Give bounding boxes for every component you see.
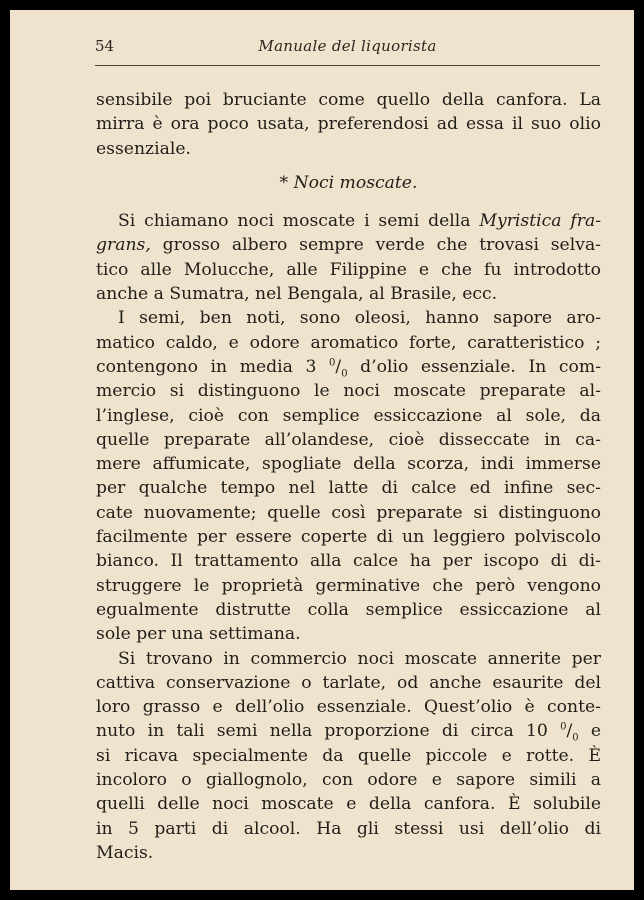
text-line: quelle preparate all’olandese, cioè disseccate in ca- [96,429,601,450]
percent-sign: $^0/_0$ [329,356,348,380]
text-line: facilmente per essere coperte di un leggiero polviscolo [96,527,601,548]
text-line: l’inglese, cioè con semplice essiccazione al sole, da [96,405,601,426]
text-line: struggere le proprietà germinative che però vengono [96,575,601,596]
page-header [95,37,600,59]
text-line: essenziale. [96,138,191,159]
text-line: I semi, ben noti, sono oleosi, hanno sapore aro- [118,308,601,329]
text-fragment: d’olio essenziale. In com- [360,356,602,377]
text-line [96,719,601,743]
text-line: in 5 parti di alcool. Ha gli stessi usi dell’olio di [96,818,601,839]
text-fragment: contengono in media 3 [96,356,317,377]
text-line: tico alle Molucche, alle Filippine e che fu introdotto [96,259,601,280]
percent-sign: $^0/_0$ [560,721,579,744]
text-line: incoloro o giallognolo, con odore e sapore simili a [96,770,601,791]
book-page [10,10,634,890]
text-line: cate nuovamente; quelle così preparate si distinguono [96,502,601,523]
text-fragment: grosso albero sempre verde che trovasi selva- [162,235,601,256]
text-line: mercio si distinguono le noci moscate preparate al- [96,381,601,402]
text-line: mere affumicate, spogliate della scorza, indi immerse [96,454,601,475]
percent-sup: 0 [329,357,336,369]
section-heading: * Noci moscate. [279,172,418,193]
italic-species-name: grans, [96,235,151,256]
text-line: bianco. Il trattamento alla calce ha per iscopo di di- [96,551,601,572]
text-line: Si trovano in commercio noci moscate annerite per [118,648,601,669]
italic-species-name: Myristica fra- [479,211,602,232]
text-line: Macis. [96,842,154,863]
text-line: matico caldo, e odore aromatico forte, caratteristico ; [96,332,601,353]
text-line [96,209,601,233]
text-line: egualmente distrutte colla semplice essiccazione al [96,599,601,620]
text-line: mirra è ora poco usata, preferendosi ad essa il suo olio [96,114,601,135]
percent-sub: 0 [572,732,579,744]
text-line: si ricava specialmente da quelle piccole e rotte. È [96,745,601,766]
text-line: quelli delle noci moscate e della canfora. È solubile [96,794,601,815]
running-title: Manuale del liquorista [258,37,437,55]
text-fragment: Si chiamano noci moscate i semi della [118,211,471,232]
text-line: per qualche tempo nel latte di calce ed infine sec- [96,478,601,499]
header-rule [95,65,600,66]
text-line: sole per una settimana. [96,624,301,645]
text-line [96,355,601,379]
body-text [96,88,601,865]
text-line: loro grasso e dell’olio essenziale. Quest’olio è conte- [96,697,601,718]
text-line: cattiva conservazione o tarlate, od anche esaurite del [96,672,601,693]
text-fragment: nuto in tali semi nella proporzione di circa 10 [96,721,548,742]
text-line: sensibile poi bruciante come quello della canfora. La [96,90,601,110]
percent-sub: 0 [341,368,348,380]
text-fragment: e [590,721,601,742]
percent-sup: 0 [560,721,567,733]
page-number: 54 [95,37,115,55]
text-line: anche a Sumatra, nel Bengala, al Brasile, ecc. [96,284,498,305]
text-line [96,233,601,257]
